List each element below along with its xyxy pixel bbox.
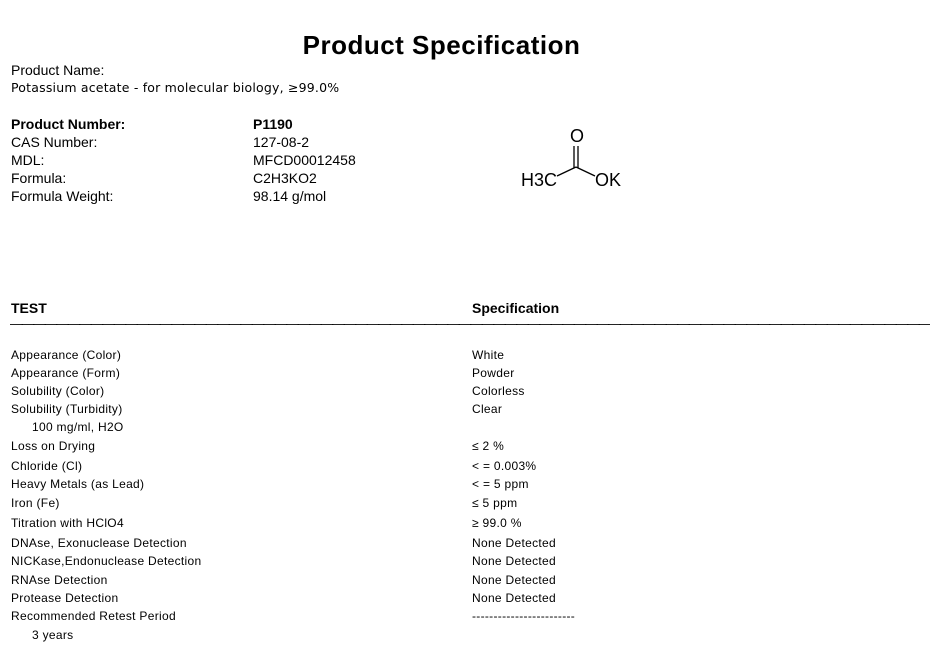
info-label: Formula: <box>11 170 67 186</box>
test-name: NICKase,Endonuclease Detection <box>11 554 202 568</box>
test-name: RNAse Detection <box>11 573 108 587</box>
test-name: Titration with HClO4 <box>11 516 124 530</box>
table-row <box>0 628 700 646</box>
structure-oxygen-top: O <box>570 126 585 146</box>
test-name: 3 years <box>32 628 74 642</box>
structure-methyl-label: H3C <box>521 170 558 190</box>
info-label: CAS Number: <box>11 134 98 150</box>
test-spec: ≤ 5 ppm <box>472 496 518 510</box>
test-name: Heavy Metals (as Lead) <box>11 477 145 491</box>
bond-carbon-ok <box>576 167 595 176</box>
test-name: Solubility (Turbidity) <box>11 402 123 416</box>
table-header-specification: Specification <box>472 300 560 316</box>
table-row <box>0 366 700 384</box>
table-row <box>0 516 700 534</box>
structure-ok-label: OK <box>595 170 622 190</box>
table-row <box>0 420 700 438</box>
chemical-structure-diagram <box>515 122 635 202</box>
test-spec: ------------------------ <box>472 609 576 623</box>
test-name: Solubility (Color) <box>11 384 105 398</box>
test-spec: None Detected <box>472 554 556 568</box>
test-name: 100 mg/ml, H2O <box>32 420 124 434</box>
table-row <box>0 609 700 627</box>
test-name: Appearance (Color) <box>11 348 122 362</box>
test-spec: < = 0.003% <box>472 459 537 473</box>
test-name: Iron (Fe) <box>11 496 60 510</box>
info-value: P1190 <box>253 116 293 132</box>
table-header-test: TEST <box>11 300 47 316</box>
test-spec: ≤ 2 % <box>472 439 505 453</box>
table-row <box>0 348 700 366</box>
test-spec: ≥ 99.0 % <box>472 516 522 530</box>
test-name: Loss on Drying <box>11 439 96 453</box>
test-name: Protease Detection <box>11 591 119 605</box>
bond-methyl-carbon <box>557 167 576 176</box>
test-spec: None Detected <box>472 536 556 550</box>
product-name-value: Potassium acetate - for molecular biology, ≥99.0% <box>11 80 340 95</box>
test-name: DNAse, Exonuclease Detection <box>11 536 187 550</box>
table-row <box>0 384 700 402</box>
info-label: MDL: <box>11 152 45 168</box>
table-row <box>0 402 700 420</box>
info-label: Product Number: <box>11 116 126 132</box>
table-row <box>0 554 700 572</box>
info-value: 98.14 g/mol <box>253 188 327 204</box>
test-name: Recommended Retest Period <box>11 609 176 623</box>
table-row <box>0 477 700 495</box>
test-spec: < = 5 ppm <box>472 477 529 491</box>
header-divider: ———————————————————————————————————————————————————————————————————————————————— <box>10 316 930 331</box>
info-value: C2H3KO2 <box>253 170 317 186</box>
product-name-label: Product Name: <box>11 62 105 78</box>
info-value: 127-08-2 <box>253 134 310 150</box>
table-row <box>0 591 700 609</box>
table-row <box>0 573 700 591</box>
test-spec: None Detected <box>472 591 556 605</box>
test-spec: Clear <box>472 402 503 416</box>
test-spec: White <box>472 348 505 362</box>
test-name: Appearance (Form) <box>11 366 121 380</box>
table-row <box>0 459 700 477</box>
table-row <box>0 536 700 554</box>
info-value: MFCD00012458 <box>253 152 356 168</box>
info-label: Formula Weight: <box>11 188 114 204</box>
table-row <box>0 439 700 457</box>
test-spec: None Detected <box>472 573 556 587</box>
test-name: Chloride (Cl) <box>11 459 83 473</box>
test-spec: Colorless <box>472 384 525 398</box>
page-title: Product Specification <box>302 30 581 60</box>
table-row <box>0 496 700 514</box>
test-spec: Powder <box>472 366 515 380</box>
